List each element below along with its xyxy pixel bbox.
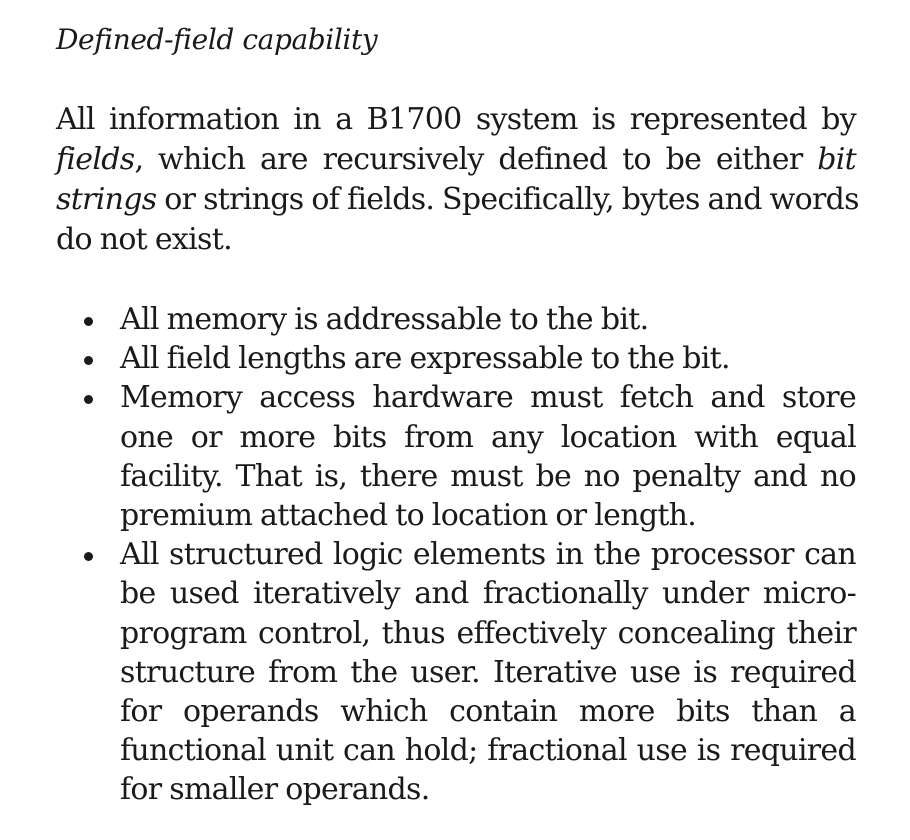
intro-line-4: do not exist. bbox=[56, 222, 232, 257]
bullet-4-line-3: program control, thus effectively concealing their bbox=[120, 615, 856, 651]
list-item bbox=[80, 339, 856, 378]
intro-line-1: All information in a B1700 system is represented by bbox=[56, 102, 856, 137]
bullet-icon bbox=[84, 317, 93, 326]
bullet-2-line-1: All field lengths are expressable to the bit. bbox=[120, 341, 730, 377]
bullet-4-line-5: for operands which contain more bits than a bbox=[120, 694, 856, 730]
bullet-icon bbox=[84, 552, 93, 561]
intro-line-3 bbox=[56, 180, 859, 220]
bullet-1-line-1: All memory is addressable to the bit. bbox=[120, 302, 649, 337]
list-item bbox=[80, 378, 856, 535]
bullet-3-line-4: premium attached to location or length. bbox=[120, 498, 697, 534]
bullet-4-line-6: functional unit can hold; fractional use is required bbox=[120, 733, 856, 769]
intro-line-3-text: or strings of fields. Specifically, bytes and words bbox=[156, 182, 859, 217]
intro-paragraph bbox=[56, 100, 859, 260]
bullet-icon bbox=[84, 356, 93, 365]
term-bit: bit bbox=[817, 142, 856, 177]
bullet-3-line-3: facility. That is, there must be no penalty and no bbox=[120, 458, 856, 494]
bullet-4-line-4: structure from the user. Iterative use is required bbox=[120, 654, 856, 690]
section-heading: Defined-field capability bbox=[56, 23, 378, 56]
list-item bbox=[80, 535, 856, 809]
bullet-3-line-2: one or more bits from any location with equal bbox=[120, 419, 856, 455]
intro-line-2 bbox=[56, 140, 856, 180]
term-fields: fields bbox=[56, 142, 135, 177]
bullet-icon bbox=[84, 395, 93, 404]
bullet-4-line-7: for smaller operands. bbox=[120, 772, 430, 808]
list-item bbox=[80, 300, 856, 339]
bullet-list bbox=[80, 300, 856, 810]
bullet-4-line-1: All structured logic elements in the processor can bbox=[120, 537, 856, 573]
intro-line-2-text: , which are recursively defined to be either bbox=[134, 142, 818, 177]
term-strings: strings bbox=[56, 182, 157, 217]
bullet-4-line-2: be used iteratively and fractionally under micro- bbox=[120, 576, 856, 612]
bullet-3-line-1: Memory access hardware must fetch and store bbox=[120, 380, 856, 416]
